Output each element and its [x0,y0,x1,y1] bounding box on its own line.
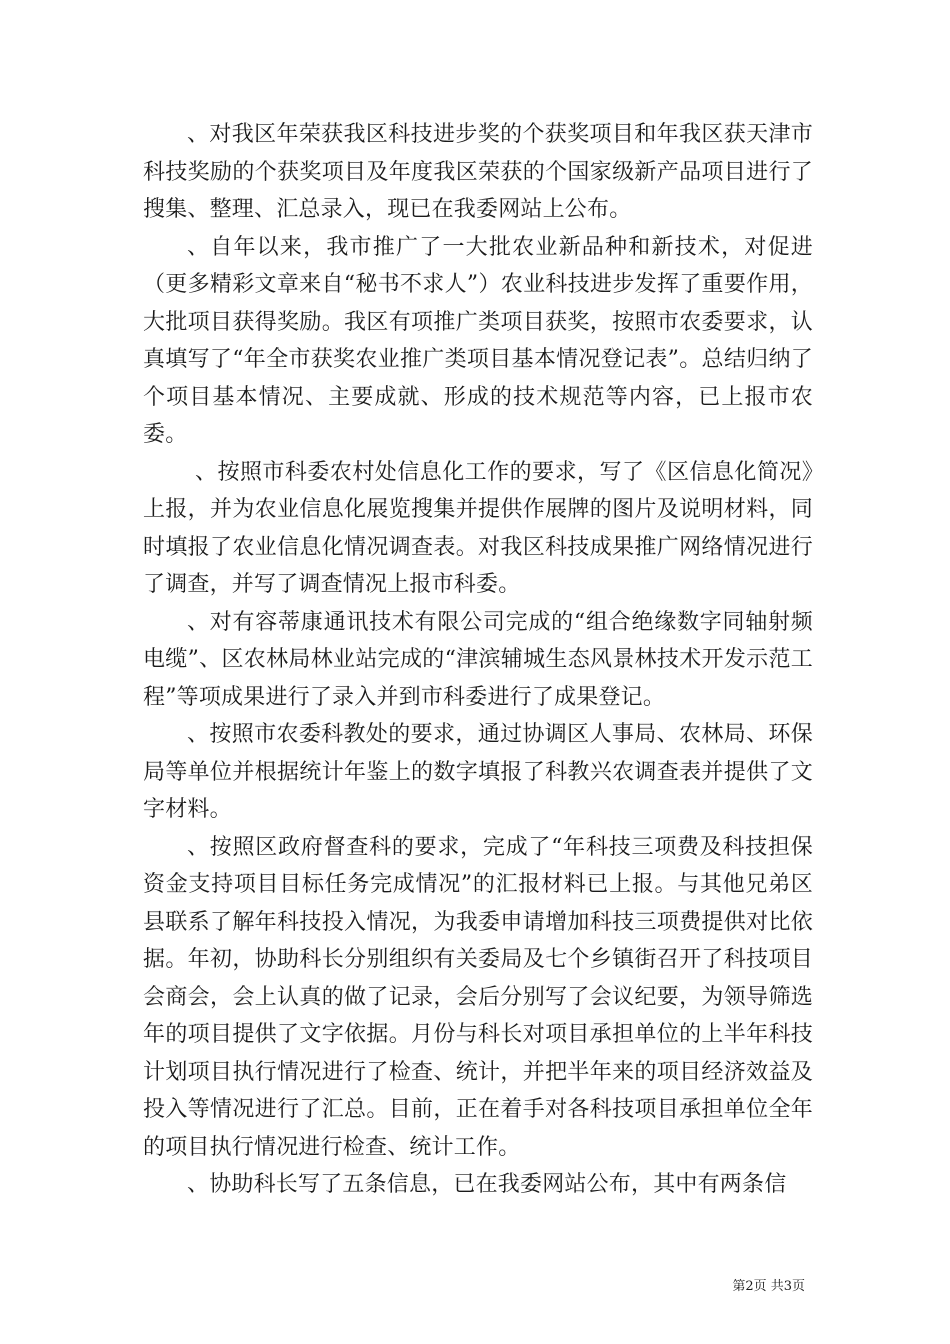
document-body [143,116,813,1204]
paragraph-informatization: 、按照市科委农村处信息化工作的要求，写了《区信息化简况》上报，并为农业信息化展览搜集并提供作展牌的图片及说明材料，同时填报了农业信息化情况调查表。对我区科技成果推广网络情况进行了调查，并写了调查情况上报市科委。 [143,459,813,597]
paragraph-achievement-registration: 、对有容蒂康通讯技术有限公司完成的“组合绝缘数字同轴射频电缆”、区农林局林业站完成的“津滨辅城生态风景林技术开发示范工程”等项成果进行了录入并到市科委进行了成果登记。 [143,609,813,710]
page-number-footer: 第2页 共3页 [732,1279,805,1294]
paragraph-agri-promotion: 、自年以来，我市推广了一大批农业新品种和新技术，对促进（更多精彩文章来自“秘书不求人”）农业科技进步发挥了重要作用，大批项目获得奖励。我区有项推广类项目获奖，按照市农委要求，认真填写了“年全市获奖农业推广类项目基本情况登记表”。总结归纳了个项目基本情况、主要成就、形成的技术规范等内容，已上报市农委。 [143,234,813,447]
paragraph-information-writing: 、协助科长写了五条信息，已在我委网站公布，其中有两条信 [187,1172,787,1197]
paragraph-survey-form: 、按照市农委科教处的要求，通过协调区人事局、农林局、环保局等单位并根据统计年鉴上的数字填报了科教兴农调查表并提供了文字材料。 [143,722,813,822]
paragraph-funding-report: 、按照区政府督查科的要求，完成了“年科技三项费及科技担保资金支持项目目标任务完成情况”的汇报材料已上报。与其他兄弟区县联系了解年科技投入情况，为我委申请增加科技三项费提供对比依据。年初，协助科长分别组织有关委局及七个乡镇街召开了科技项目会商会，会上认真的做了记录，会后分别写了会议纪要，为领导筛选年的项目提供了文字依据。月份与科长对项目承担单位的上半年科技计划项目执行情况进行了检查、统计，并把半年来的项目经济效益及投入等情况进行了汇总。目前，正在着手对各科技项目承担单位全年的项目执行情况进行检查、统计工作。 [143,834,813,1160]
paragraph-awards-collection: 、对我区年荣获我区科技进步奖的个获奖项目和年我区获天津市科技奖励的个获奖项目及年度我区荣获的个国家级新产品项目进行了搜集、整理、汇总录入，现已在我委网站上公布。 [143,122,813,222]
